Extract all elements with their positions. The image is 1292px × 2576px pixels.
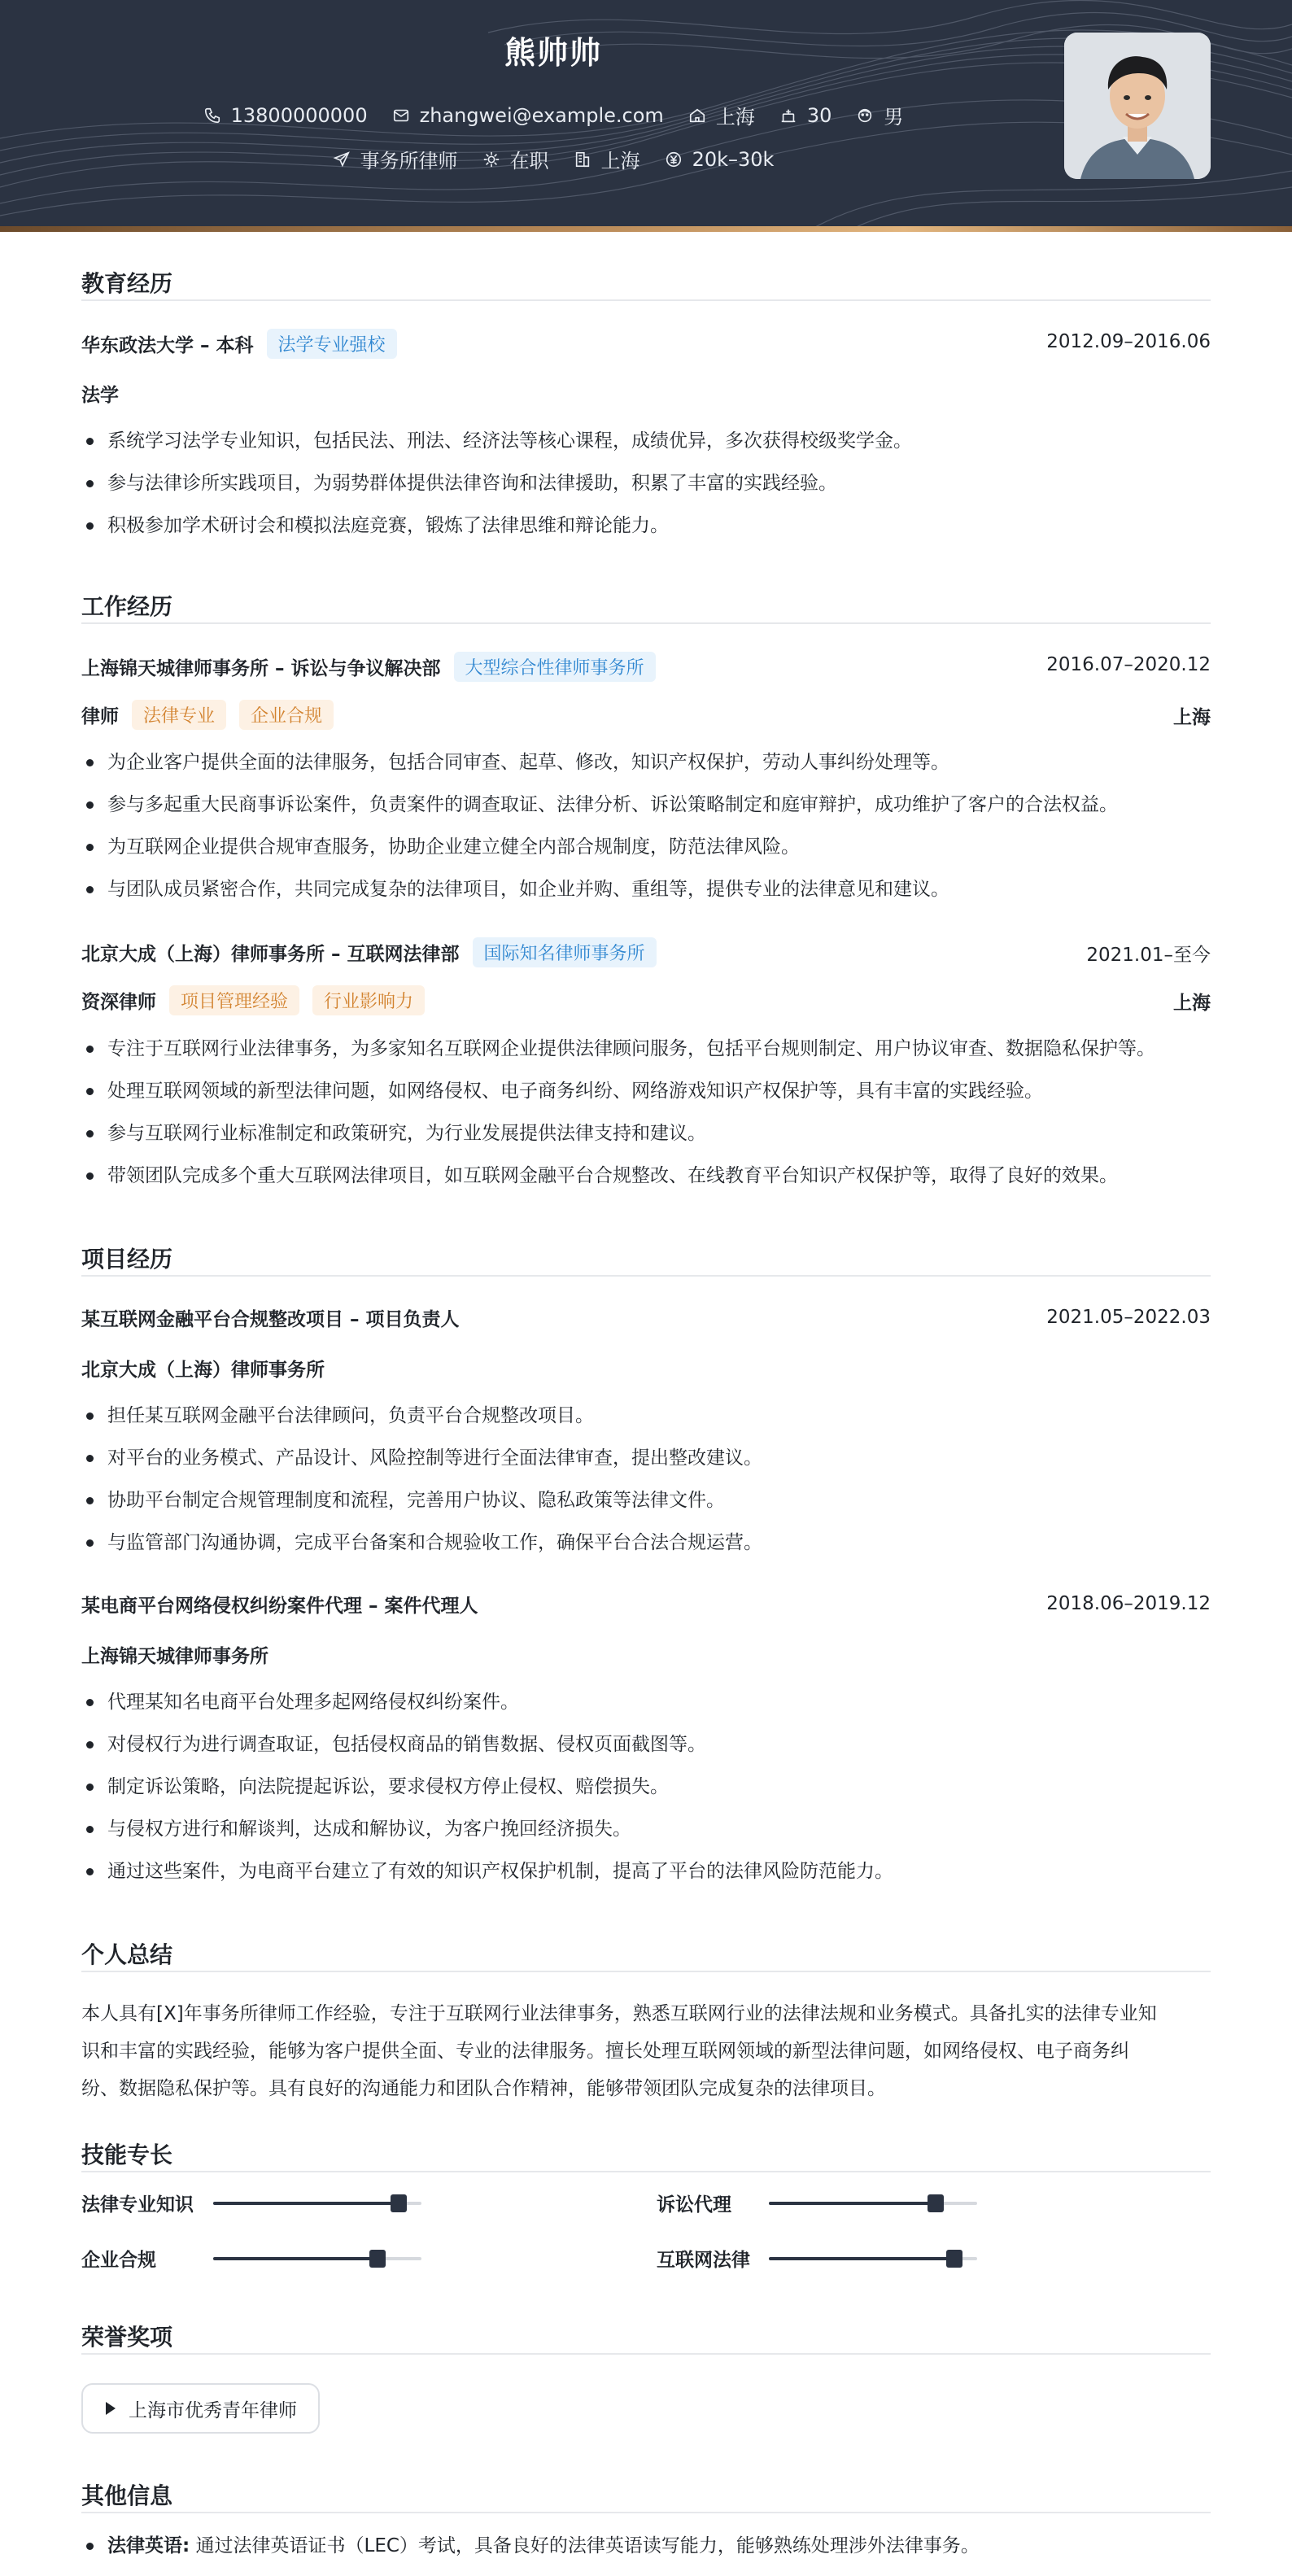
list-item: 参与互联网行业标准制定和政策研究，为行业发展提供法律支持和建议。 [81, 1112, 1211, 1155]
summary-line: 识和丰富的实践经验，能够为客户提供全面、专业的法律服务。擅长处理互联网领域的新型法律问题，如网络侵权、电子商务纠 [81, 2041, 1129, 2062]
skill-level-fill [213, 2202, 399, 2205]
contact-row [0, 101, 1106, 129]
skill-level-fill [213, 2257, 378, 2260]
skill-tag: 项目管理经验 [169, 985, 299, 1015]
skill-item [81, 2190, 421, 2216]
skill-item [657, 2245, 977, 2272]
candidate-name: 熊帅帅 [504, 35, 602, 71]
project-name: 某互联网金融平台合规整改项目 – 项目负责人 [81, 1309, 460, 1330]
building-icon [574, 151, 591, 168]
list-item: 制定诉讼策略，向法院提起诉讼，要求侵权方停止侵权、赔偿损失。 [81, 1766, 1211, 1808]
position-item [333, 145, 458, 173]
skill-name: 企业合规 [81, 2250, 156, 2271]
job-bullets [81, 741, 1211, 910]
job-date: 2021.01–至今 [1086, 945, 1211, 966]
skill-level-knob [369, 2250, 386, 2268]
job-bullets [81, 1028, 1211, 1197]
list-item: 处理互联网领域的新型法律问题，如网络侵权、电子商务纠纷、网络游戏知识产权保护等，具有丰富的实践经验。 [81, 1070, 1211, 1112]
project-date: 2018.06–2019.12 [1046, 1593, 1211, 1614]
list-item: 与团队成员紧密合作，共同完成复杂的法律项目，如企业并购、重组等，提供专业的法律意见和建议。 [81, 868, 1211, 910]
section-title-projects: 项目经历 [81, 1246, 173, 1273]
section-divider [81, 299, 1211, 301]
section-divider [81, 1971, 1211, 1972]
major [81, 380, 119, 407]
skill-name: 诉讼代理 [657, 2194, 731, 2216]
skill-level-knob [391, 2194, 407, 2212]
list-item: 对平台的业务模式、产品设计、风险控制等进行全面法律审查，提出整改建议。 [81, 1437, 1211, 1479]
section-title-awards: 荣誉奖项 [81, 2324, 173, 2351]
company-name: 上海锦天城律师事务所 – 诉讼与争议解决部 [81, 658, 441, 679]
summary-line: 纷、数据隐私保护等。具有良好的沟通能力和团队合作精神，能够带领团队完成复杂的法律项目。 [81, 2078, 886, 2099]
award-item [81, 2383, 320, 2434]
list-item: 对侵权行为进行调查取证，包括侵权商品的销售数据、侵权页面截图等。 [81, 1723, 1211, 1766]
city-item [688, 101, 755, 129]
list-item: 带领团队完成多个重大互联网法律项目，如互联网金融平台合规整改、在线教育平台知识产权保护等，取得了良好的效果。 [81, 1155, 1211, 1197]
section-title-other: 其他信息 [81, 2482, 173, 2509]
summary-line: 本人具有[X]年事务所律师工作经验，专注于互联网行业法律事务，熟悉互联网行业的法律法规和业务模式。具备扎实的法律专业知 [81, 2003, 1157, 2024]
skill-name: 互联网法律 [657, 2250, 750, 2271]
job-role: 律师 [81, 706, 119, 727]
work-city-item [574, 145, 640, 173]
list-item: 为互联网企业提供合规审查服务，协助企业建立健全内部合规制度，防范法律风险。 [81, 826, 1211, 868]
resume-header [0, 0, 1292, 228]
section-title-work: 工作经历 [81, 593, 173, 620]
project-bullets [81, 1395, 1211, 1564]
list-item: 与监管部门沟通协调，完成平台备案和合规验收工作，确保平台合法合规运营。 [81, 1522, 1211, 1564]
work-city-text: 上海 [600, 150, 640, 172]
phone-icon [203, 107, 221, 124]
home-icon [688, 107, 706, 124]
skill-item [81, 2245, 421, 2272]
award-text: 上海市优秀青年律师 [129, 2399, 297, 2421]
section-title-summary: 个人总结 [81, 1941, 173, 1968]
status-icon [482, 151, 500, 168]
list-item: 通过这些案件，为电商平台建立了有效的知识产权保护机制，提高了平台的法律风险防范能力。 [81, 1850, 1211, 1893]
skill-level-bar [769, 2202, 977, 2205]
phone-item [203, 104, 368, 127]
job-role: 资深律师 [81, 992, 156, 1013]
send-icon [333, 151, 351, 168]
list-item: 协助平台制定合规管理制度和流程，完善用户协议、隐私政策等法律文件。 [81, 1479, 1211, 1522]
salary-text: 20k–30k [692, 147, 775, 171]
list-item: 积极参加学术研讨会和模拟法庭竞赛，锻炼了法律思维和辩论能力。 [81, 504, 1211, 547]
skill-level-fill [769, 2202, 936, 2205]
project-org-text: 上海锦天城律师事务所 [81, 1646, 268, 1667]
school-row [81, 329, 397, 359]
salary-item [665, 148, 775, 171]
project-bullets [81, 1681, 1211, 1893]
other-info-list [81, 2525, 1211, 2567]
school-name: 华东政法大学 – 本科 [81, 335, 254, 356]
gender-item [856, 101, 903, 129]
list-item: 担任某互联网金融平台法律顾问，负责平台合规整改项目。 [81, 1395, 1211, 1437]
salary-icon [665, 151, 683, 168]
job-intent-row [0, 145, 1106, 173]
job-location: 上海 [1173, 993, 1211, 1014]
position-text: 事务所律师 [360, 150, 458, 172]
skill-level-bar [213, 2202, 421, 2205]
list-item: 系统学习法学专业知识，包括民法、刑法、经济法等核心课程，成绩优异，多次获得校级奖学金。 [81, 420, 1211, 462]
major-text: 法学 [81, 385, 119, 406]
education-bullets [81, 420, 1211, 547]
mail-icon [392, 107, 410, 124]
skill-level-knob [928, 2194, 944, 2212]
job-role-row [81, 985, 425, 1015]
school-tag: 法学专业强校 [267, 329, 397, 359]
phone-text: 13800000000 [230, 103, 368, 127]
list-item: 为企业客户提供全面的法律服务，包括合同审查、起草、修改，知识产权保护，劳动人事纠纷处理等。 [81, 741, 1211, 784]
list-item: 参与法律诊所实践项目，为弱势群体提供法律咨询和法律援助，积累了丰富的实践经验。 [81, 462, 1211, 504]
section-divider [81, 2353, 1211, 2355]
play-triangle-icon [104, 2400, 117, 2417]
list-item: 代理某知名电商平台处理多起网络侵权纠纷案件。 [81, 1681, 1211, 1723]
list-item: 与侵权方进行和解谈判，达成和解协议，为客户挽回经济损失。 [81, 1808, 1211, 1850]
profile-photo [1064, 33, 1211, 179]
age-text: 30 [806, 103, 832, 127]
summary-text [81, 1995, 1211, 2107]
skill-level-bar [213, 2257, 421, 2260]
email-text: zhangwei@example.com [419, 103, 664, 127]
job-date: 2016.07–2020.12 [1046, 654, 1211, 675]
project-name: 某电商平台网络侵权纠纷案件代理 – 案件代理人 [81, 1596, 478, 1617]
skill-level-knob [946, 2250, 962, 2268]
skill-item [657, 2190, 977, 2216]
project-row [81, 1591, 478, 1618]
skill-level-fill [769, 2257, 954, 2260]
job-location: 上海 [1173, 707, 1211, 728]
project-org [81, 1355, 325, 1382]
list-item: 参与多起重大民商事诉讼案件，负责案件的调查取证、法律分析、诉讼策略制定和庭审辩护，成功维护了客户的合法权益。 [81, 784, 1211, 826]
skill-tag: 法律专业 [132, 700, 226, 730]
email-item [392, 104, 664, 127]
company-tag: 大型综合性律师事务所 [454, 652, 656, 682]
skill-level-bar [769, 2257, 977, 2260]
job-role-row [81, 700, 334, 730]
section-divider [81, 2171, 1211, 2172]
profile-avatar-illustration [1064, 33, 1211, 179]
skill-name: 法律专业知识 [81, 2194, 194, 2216]
gender-text: 男 [884, 106, 904, 129]
skill-tag: 企业合规 [239, 700, 334, 730]
status-item [482, 145, 549, 173]
job-row [81, 652, 656, 682]
gender-icon [856, 107, 874, 124]
other-info-label: 法律英语: [107, 2535, 190, 2556]
header-accent-bar [0, 226, 1292, 232]
city-text: 上海 [715, 106, 755, 129]
company-tag: 国际知名律师事务所 [473, 937, 657, 967]
age-icon [779, 107, 797, 124]
skill-tag: 行业影响力 [312, 985, 425, 1015]
section-divider [81, 2512, 1211, 2513]
education-date: 2012.09–2016.06 [1046, 331, 1211, 352]
project-row [81, 1304, 460, 1331]
company-name: 北京大成（上海）律师事务所 – 互联网法律部 [81, 944, 460, 965]
project-date: 2021.05–2022.03 [1046, 1307, 1211, 1328]
section-divider [81, 622, 1211, 624]
age-item [779, 104, 832, 127]
section-title-skills: 技能专长 [81, 2142, 173, 2168]
section-divider [81, 1275, 1211, 1277]
other-info-text: 通过法律英语证书（LEC）考试，具备良好的法律英语读写能力，能够熟练处理涉外法律事务。 [195, 2535, 980, 2556]
job-row [81, 937, 657, 967]
project-org-text: 北京大成（上海）律师事务所 [81, 1360, 325, 1381]
section-title-education: 教育经历 [81, 270, 173, 297]
project-org [81, 1641, 268, 1668]
list-item: 专注于互联网行业法律事务，为多家知名互联网企业提供法律顾问服务，包括平台规则制定、用户协议审查、数据隐私保护等。 [81, 1028, 1211, 1070]
status-text: 在职 [509, 150, 549, 172]
list-item [81, 2525, 1211, 2567]
